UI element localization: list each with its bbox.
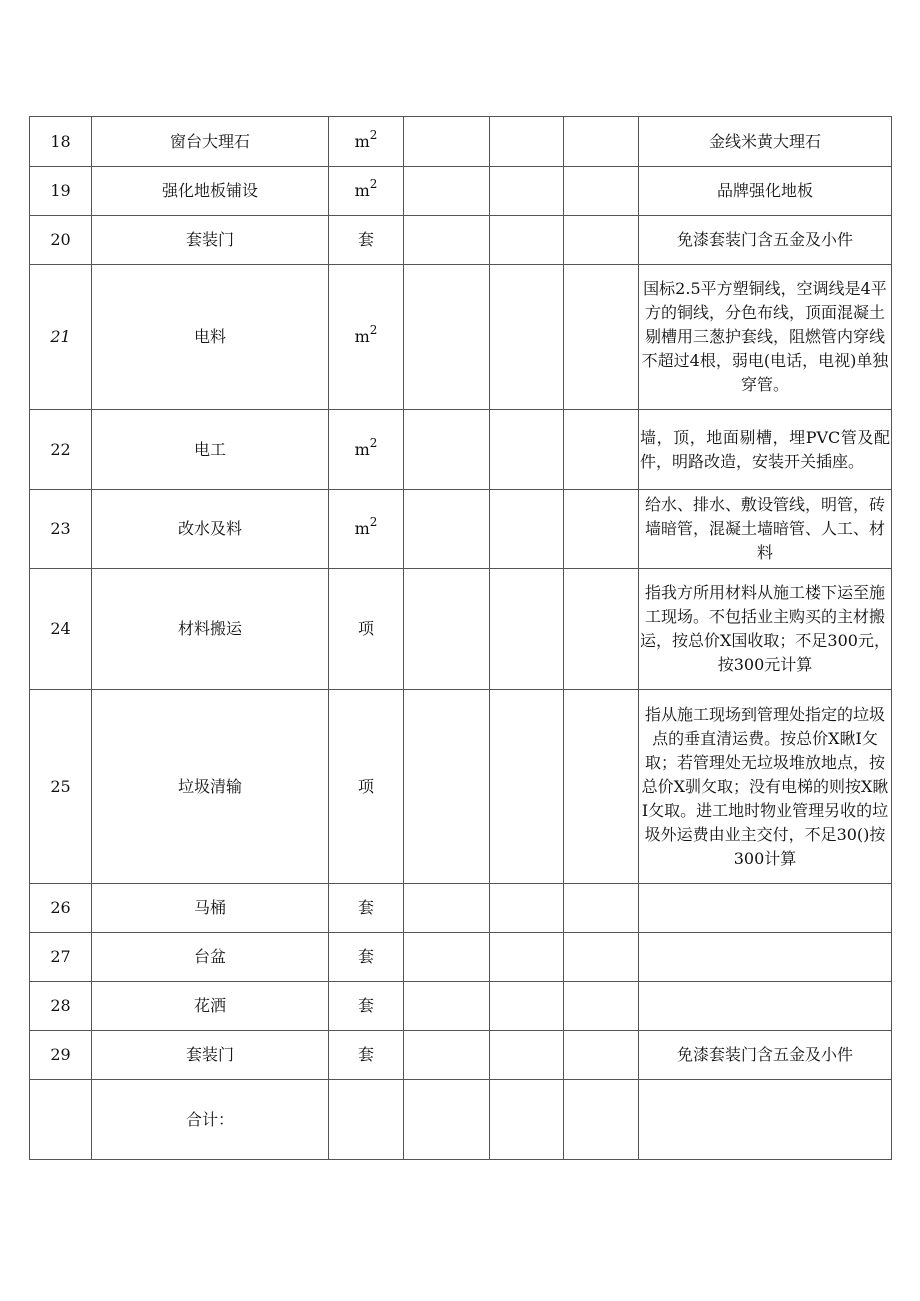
total-label: 合计：: [92, 1080, 329, 1160]
unit-text: 套: [357, 1045, 374, 1064]
unit-superscript: 2: [369, 515, 378, 529]
quote-table: [29, 116, 892, 1160]
unit-text: m: [354, 327, 370, 346]
item-name: 台盆: [92, 933, 329, 982]
empty-cell: [490, 1080, 564, 1160]
unit-cell: [329, 569, 404, 690]
empty-cell: [30, 1080, 92, 1160]
empty-cell: [564, 410, 639, 490]
table-row: [30, 265, 892, 410]
unit-superscript: 2: [369, 323, 378, 337]
total-row: [30, 1080, 892, 1160]
empty-cell: [404, 1080, 490, 1160]
empty-cell: [404, 982, 490, 1031]
empty-cell: [564, 933, 639, 982]
empty-cell: [404, 216, 490, 265]
unit-text: 项: [357, 619, 374, 638]
empty-cell: [404, 117, 490, 167]
table-row: [30, 933, 892, 982]
empty-cell: [490, 167, 564, 216]
empty-cell: [564, 690, 639, 884]
unit-cell: [329, 167, 404, 216]
item-name: 材料搬运: [92, 569, 329, 690]
unit-text: m: [354, 181, 370, 200]
item-note: [639, 982, 892, 1031]
table-row: [30, 410, 892, 490]
item-name: 电工: [92, 410, 329, 490]
item-note: 金线米黄大理石: [639, 117, 892, 167]
empty-cell: [490, 884, 564, 933]
row-number: 21: [30, 265, 92, 410]
row-number: 25: [30, 690, 92, 884]
row-number: 24: [30, 569, 92, 690]
unit-cell: [329, 982, 404, 1031]
item-note: 免漆套装门含五金及小件: [639, 216, 892, 265]
empty-cell: [564, 1031, 639, 1080]
empty-cell: [564, 265, 639, 410]
row-number: 18: [30, 117, 92, 167]
empty-cell: [404, 690, 490, 884]
table-row: [30, 490, 892, 569]
unit-superscript: 2: [369, 435, 378, 450]
row-number: 23: [30, 490, 92, 569]
empty-cell: [564, 117, 639, 167]
item-name: 套装门: [92, 1031, 329, 1080]
empty-cell: [404, 265, 490, 410]
table-row: [30, 569, 892, 690]
row-number: 19: [30, 167, 92, 216]
unit-text: 套: [357, 947, 374, 966]
unit-text: 套: [357, 996, 374, 1015]
unit-superscript: 2: [369, 127, 378, 142]
empty-cell: [564, 569, 639, 690]
unit-text: m: [354, 519, 370, 538]
empty-cell: [564, 167, 639, 216]
empty-cell: [564, 1080, 639, 1160]
empty-cell: [404, 1031, 490, 1080]
unit-superscript: 2: [369, 177, 378, 191]
row-number: 22: [30, 410, 92, 490]
empty-cell: [490, 265, 564, 410]
empty-cell: [404, 167, 490, 216]
empty-cell: [490, 216, 564, 265]
item-note: [639, 933, 892, 982]
unit-cell: [329, 884, 404, 933]
item-note: 品牌强化地板: [639, 167, 892, 216]
empty-cell: [490, 490, 564, 569]
empty-cell: [490, 982, 564, 1031]
row-number: 20: [30, 216, 92, 265]
item-note: 免漆套装门含五金及小件: [639, 1031, 892, 1080]
empty-cell: [564, 216, 639, 265]
empty-cell: [490, 690, 564, 884]
item-note: 国标2.5平方塑铜线，空调线是4平方的铜线，分色布线，顶面混凝土剔槽用三葱护套线，阻燃管内穿线不超过4根，弱电(电话，电视)单独穿管。: [639, 265, 892, 410]
empty-cell: [490, 569, 564, 690]
empty-cell: [490, 117, 564, 167]
empty-cell: [404, 933, 490, 982]
unit-cell: [329, 490, 404, 569]
empty-cell: [639, 1080, 892, 1160]
empty-cell: [404, 410, 490, 490]
item-name: 花洒: [92, 982, 329, 1031]
row-number: 29: [30, 1031, 92, 1080]
empty-cell: [329, 1080, 404, 1160]
item-note: 给水、排水、敷设管线，明管，砖墙暗管，混凝土墙暗管、人工、材料: [639, 490, 892, 569]
unit-cell: [329, 1031, 404, 1080]
empty-cell: [490, 1031, 564, 1080]
unit-cell: [329, 216, 404, 265]
item-name: 垃圾清输: [92, 690, 329, 884]
unit-cell: [329, 265, 404, 410]
empty-cell: [564, 884, 639, 933]
item-name: 套装门: [92, 216, 329, 265]
empty-cell: [490, 410, 564, 490]
unit-text: 套: [357, 898, 374, 917]
item-name: 电料: [92, 265, 329, 410]
empty-cell: [564, 982, 639, 1031]
row-number: 28: [30, 982, 92, 1031]
unit-text: m: [354, 131, 370, 151]
row-number: 27: [30, 933, 92, 982]
item-name: 强化地板铺设: [92, 167, 329, 216]
empty-cell: [404, 569, 490, 690]
unit-cell: [329, 410, 404, 490]
table-row: [30, 117, 892, 167]
item-note: [639, 884, 892, 933]
empty-cell: [404, 490, 490, 569]
table-row: [30, 690, 892, 884]
table-row: [30, 884, 892, 933]
unit-text: 项: [357, 776, 374, 796]
row-number: 26: [30, 884, 92, 933]
empty-cell: [404, 884, 490, 933]
item-note: 墙，顶，地面剔槽，埋PVC管及配件，明路改造，安装开关插座。: [639, 410, 892, 490]
item-name: 马桶: [92, 884, 329, 933]
item-note: 指我方所用材料从施工楼下运至施工现场。不包括业主购买的主材搬运，按总价X国收取；不足300元，按300元计算: [639, 569, 892, 690]
table-row: [30, 167, 892, 216]
unit-cell: [329, 117, 404, 167]
table-row: [30, 982, 892, 1031]
unit-text: m: [354, 439, 370, 459]
unit-text: 套: [357, 230, 374, 249]
unit-cell: [329, 690, 404, 884]
item-name: 窗台大理石: [92, 117, 329, 167]
empty-cell: [490, 933, 564, 982]
item-name: 改水及料: [92, 490, 329, 569]
unit-cell: [329, 933, 404, 982]
table-row: [30, 216, 892, 265]
table-row: [30, 1031, 892, 1080]
empty-cell: [564, 490, 639, 569]
item-note: 指从施工现场到管理处指定的垃圾点的垂直清运费。按总价X瞅I攵取；若管理处无垃圾堆放地点，按总价X驯攵取；没有电梯的则按X瞅I攵取。进工地时物业管理另收的垃圾外运费由业主交付，不足30()按300计算: [639, 690, 892, 884]
